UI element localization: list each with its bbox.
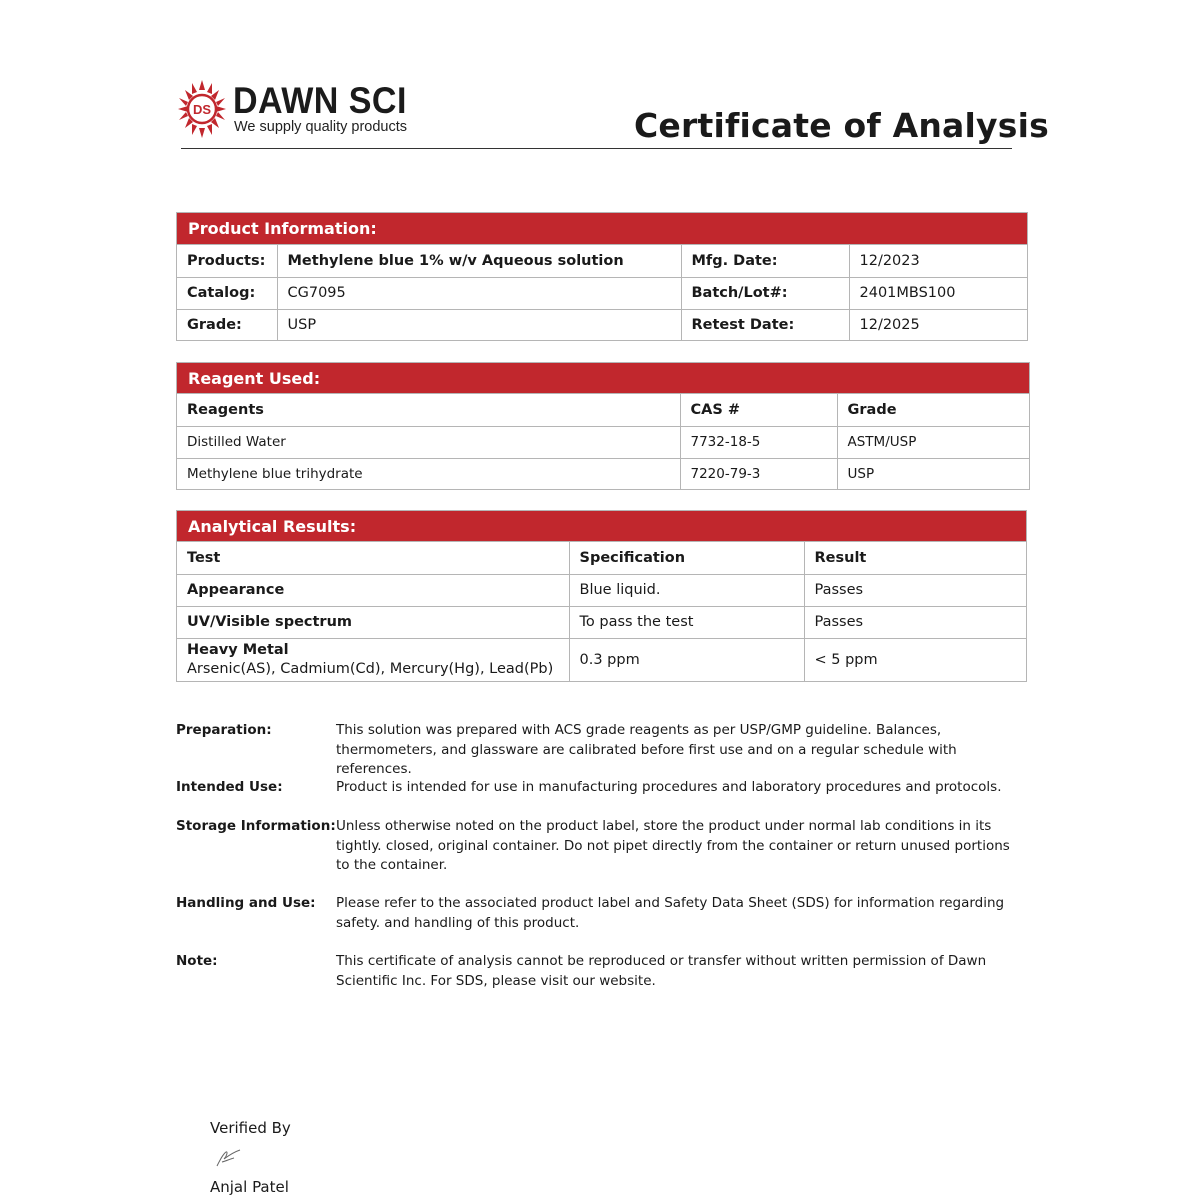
table-cell: 7732-18-5 <box>680 426 837 458</box>
intended-use-text: Product is intended for use in manufacturing procedures and laboratory procedures and protocols. <box>336 779 1002 795</box>
table-row <box>177 309 1027 340</box>
table-header-row <box>177 394 1029 426</box>
table-cell: < 5 ppm <box>804 638 1026 681</box>
table-cell: CG7095 <box>277 277 681 309</box>
storage-information-text: Unless otherwise noted on the product label, store the product under normal lab conditions in its tightly. closed, original container. Do not pipet directly from the container or return unused portions to the container. <box>336 818 1010 873</box>
verified-by-label: Verified By <box>210 1119 291 1137</box>
table-cell: Products: <box>187 252 266 269</box>
table-cell: Blue liquid. <box>569 574 804 606</box>
table-row <box>177 574 1026 606</box>
section-heading: Product Information: <box>177 213 1027 245</box>
table-cell: 12/2025 <box>849 309 1027 340</box>
table-cell <box>177 638 569 681</box>
table-cell: Methylene blue 1% w/v Aqueous solution <box>277 245 681 277</box>
table-cell: ASTM/USP <box>837 426 1029 458</box>
table-cell: Distilled Water <box>177 426 680 458</box>
section-heading: Analytical Results: <box>177 511 1026 542</box>
sunburst-logo-icon <box>176 78 228 140</box>
table-cell: Methylene blue trihydrate <box>177 458 680 489</box>
table-row <box>177 458 1029 489</box>
handling-and-use-label: Handling and Use: <box>176 895 316 911</box>
table-cell: Batch/Lot#: <box>681 277 849 309</box>
preparation-text: This solution was prepared with ACS grade reagents as per USP/GMP guideline. Balances, thermometers, and glassware are calibrated before first use and on a regular schedule with references. <box>336 722 957 777</box>
test-subtext: Arsenic(AS), Cadmium(Cd), Mercury(Hg), Lead(Pb) <box>187 660 554 677</box>
note-text: This certificate of analysis cannot be reproduced or transfer without written permission of Dawn Scientific Inc. For SDS, please visit our website. <box>336 953 987 989</box>
storage-information-label: Storage Information: <box>176 818 336 834</box>
column-header: Grade <box>837 394 1029 426</box>
column-header: CAS # <box>680 394 837 426</box>
table-row <box>177 426 1029 458</box>
table-header-row <box>177 542 1026 574</box>
test-name: Heavy Metal <box>187 641 289 658</box>
table-cell: Retest Date: <box>681 309 849 340</box>
table-cell: 7220-79-3 <box>680 458 837 489</box>
brand-tagline: We supply quality products <box>234 119 408 135</box>
analytical-results-table <box>177 542 1026 681</box>
company-logo <box>176 78 416 142</box>
analytical-results-section <box>176 510 1027 682</box>
preparation-label: Preparation: <box>176 722 272 738</box>
intended-use-label: Intended Use: <box>176 779 283 795</box>
table-cell: USP <box>277 309 681 340</box>
column-header: Reagents <box>187 401 264 418</box>
table-cell: UV/Visible spectrum <box>177 606 569 638</box>
table-cell: USP <box>837 458 1029 489</box>
table-cell: Passes <box>804 574 1026 606</box>
handwritten-signature-icon <box>214 1146 244 1170</box>
document-title: Certificate of Analysis <box>634 106 1049 145</box>
reagent-used-section <box>176 362 1030 490</box>
table-cell: Catalog: <box>177 277 277 309</box>
table-cell: To pass the test <box>569 606 804 638</box>
table-row <box>177 245 1027 277</box>
table-row <box>177 638 1026 681</box>
table-cell: 12/2023 <box>849 245 1027 277</box>
table-row <box>177 277 1027 309</box>
svg-text:DS: DS <box>192 102 212 117</box>
table-cell: Appearance <box>177 574 569 606</box>
table-cell: 0.3 ppm <box>569 638 804 681</box>
table-cell: Mfg. Date: <box>681 245 849 277</box>
brand-name: DAWN SCI <box>233 80 407 121</box>
note-label: Note: <box>176 953 218 969</box>
section-heading: Reagent Used: <box>177 363 1029 394</box>
table-cell: Grade: <box>177 309 277 340</box>
product-information-section <box>176 212 1028 341</box>
table-row <box>177 606 1026 638</box>
reagent-table <box>177 394 1029 489</box>
handling-and-use-text: Please refer to the associated product label and Safety Data Sheet (SDS) for information regarding safety. and handling of this product. <box>336 895 1005 931</box>
column-header: Specification <box>569 542 804 574</box>
column-header: Result <box>804 542 1026 574</box>
signer-name: Anjal Patel <box>210 1178 289 1196</box>
column-header: Test <box>187 549 221 566</box>
product-info-table <box>177 245 1027 340</box>
table-cell: Passes <box>804 606 1026 638</box>
table-cell: 2401MBS100 <box>849 277 1027 309</box>
header-divider <box>181 148 1012 149</box>
